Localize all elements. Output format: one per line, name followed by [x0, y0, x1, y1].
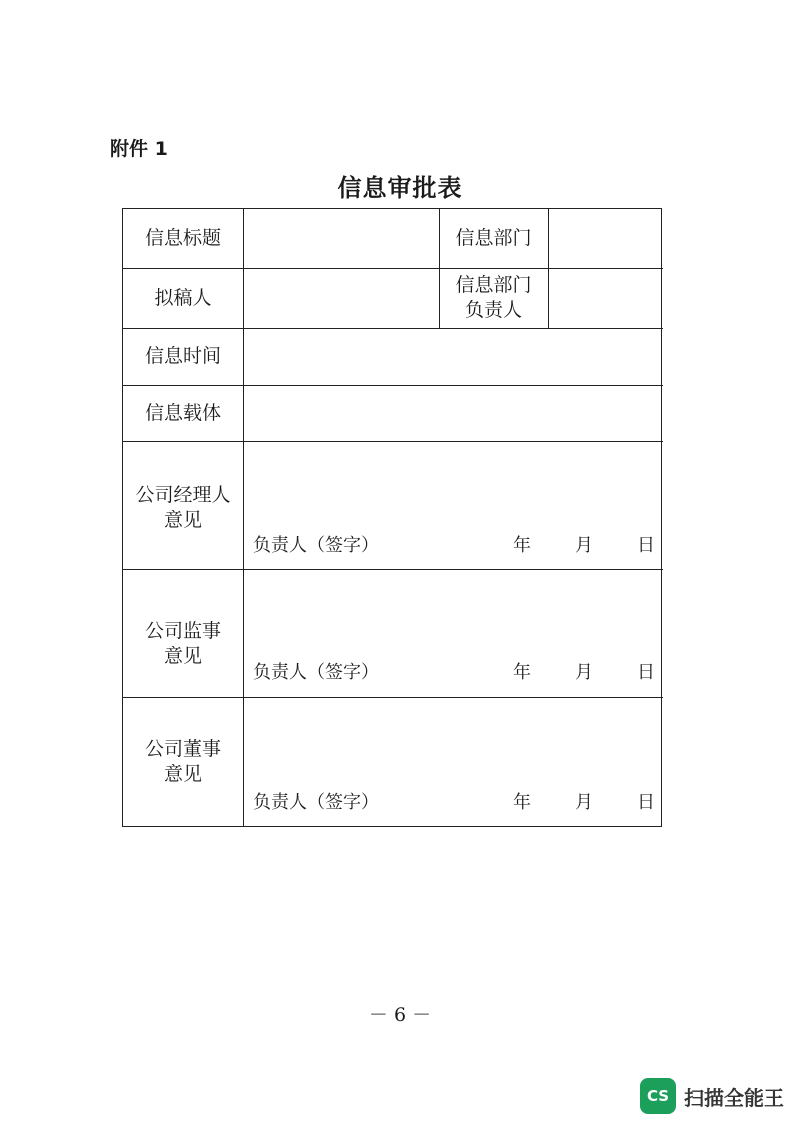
director-signature-label: 负责人（签字）: [253, 792, 379, 813]
approval-form-table: [122, 208, 662, 827]
camscanner-logo-icon: CS: [640, 1078, 676, 1114]
supervisor-signature-label: 负责人（签字）: [253, 662, 379, 683]
director-opinion-label-line1: 公司董事: [144, 738, 221, 760]
director-year-label: 年: [513, 792, 531, 813]
manager-day-label: 日: [637, 535, 655, 556]
supervisor-opinion-label-line1: 公司监事: [144, 620, 221, 642]
manager-opinion-label-line2: 意见: [163, 509, 202, 531]
watermark-text: 扫描全能王: [684, 1085, 784, 1110]
info-carrier-field[interactable]: [243, 385, 663, 441]
department-head-field[interactable]: [548, 268, 663, 328]
supervisor-day-label: 日: [637, 662, 655, 683]
supervisor-year-label: 年: [513, 662, 531, 683]
info-title-label: 信息标题: [144, 227, 221, 249]
department-head-label-line2: 负责人: [464, 299, 522, 321]
supervisor-opinion-label-line2: 意见: [163, 645, 202, 667]
director-day-label: 日: [637, 792, 655, 813]
manager-year-label: 年: [513, 535, 531, 556]
info-time-field[interactable]: [243, 328, 663, 385]
director-opinion-label: [123, 697, 243, 826]
scanner-watermark: [640, 1078, 784, 1114]
info-time-label: 信息时间: [144, 345, 221, 367]
manager-opinion-label-line1: 公司经理人: [135, 484, 231, 506]
drafter-field[interactable]: [243, 268, 439, 328]
info-title-field[interactable]: [243, 209, 439, 268]
supervisor-month-label: 月: [575, 662, 593, 683]
form-title: 信息审批表: [337, 173, 463, 202]
info-department-label: 信息部门: [455, 227, 532, 249]
drafter-label: 拟稿人: [154, 286, 212, 309]
info-carrier-label: 信息载体: [144, 401, 221, 424]
manager-signature-label: 负责人（签字）: [253, 535, 379, 556]
page-number: － 6 －: [368, 1004, 432, 1026]
manager-month-label: 月: [575, 535, 593, 556]
info-department-field[interactable]: [548, 209, 663, 268]
department-head-label-line1: 信息部门: [455, 274, 532, 296]
supervisor-opinion-label: [123, 569, 243, 697]
director-month-label: 月: [575, 792, 593, 813]
attachment-label: 附件 1: [110, 138, 168, 160]
director-opinion-label-line2: 意见: [163, 763, 202, 785]
department-head-label: [439, 268, 548, 328]
manager-opinion-label: [123, 441, 243, 569]
